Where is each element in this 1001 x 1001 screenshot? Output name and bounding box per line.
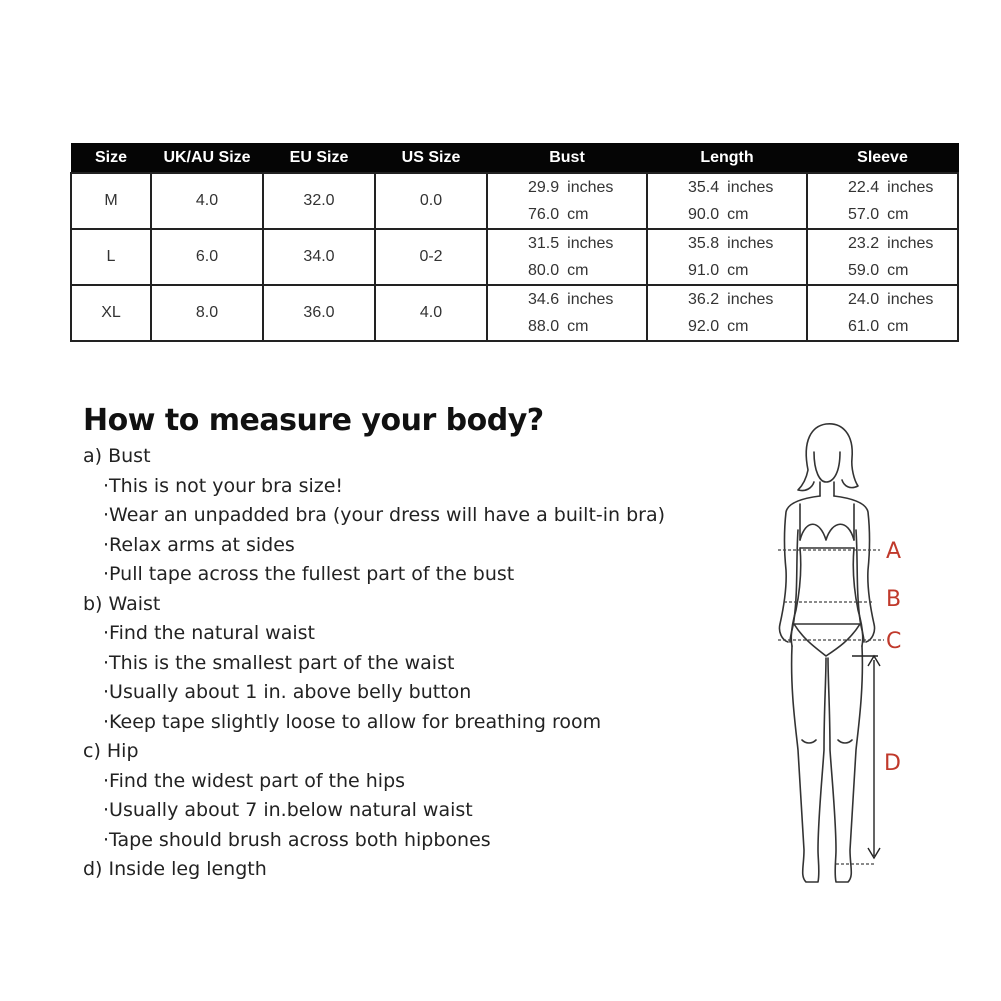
cell-uk-size: 6.0 — [151, 229, 263, 285]
unit-inches: inches — [727, 179, 774, 196]
section-hip-label: c) Hip — [83, 740, 139, 762]
length-inches-value: 35.8 — [688, 235, 720, 252]
cell-sleeve — [807, 173, 958, 229]
unit-cm: cm — [567, 206, 589, 223]
cell-eu-size: 34.0 — [263, 229, 375, 285]
unit-cm: cm — [887, 206, 909, 223]
sleeve-cm-value: 59.0 — [848, 262, 880, 279]
sleeve-inches-value: 24.0 — [848, 291, 880, 308]
list-item: ·Relax arms at sides — [103, 533, 295, 556]
cell-length — [647, 285, 807, 341]
body-measurement-figure — [760, 410, 920, 900]
cell-eu-size: 36.0 — [263, 285, 375, 341]
table-row — [71, 229, 958, 285]
list-item: ·Tape should brush across both hipbones — [103, 828, 491, 851]
body-outline-illustration — [760, 410, 920, 900]
sleeve-cm-value: 61.0 — [848, 318, 880, 335]
unit-inches: inches — [567, 179, 614, 196]
header-uk-au-size: UK/AU Size — [151, 144, 263, 174]
header-sleeve: Sleeve — [807, 144, 958, 174]
unit-inches: inches — [567, 235, 614, 252]
header-bust: Bust — [487, 144, 647, 174]
unit-inches: inches — [727, 291, 774, 308]
length-cm-value: 91.0 — [688, 262, 720, 279]
cell-length — [647, 229, 807, 285]
cell-uk-size: 4.0 — [151, 173, 263, 229]
bust-inches-value: 29.9 — [528, 179, 560, 196]
section-waist-label: b) Waist — [83, 592, 161, 615]
unit-cm: cm — [567, 262, 589, 279]
list-item: ·This is the smallest part of the waist — [103, 651, 455, 674]
cell-sleeve — [807, 229, 958, 285]
cell-bust — [487, 229, 647, 285]
cell-size: M — [71, 173, 151, 229]
length-cm-value: 92.0 — [688, 318, 720, 335]
bust-cm-value: 80.0 — [528, 262, 560, 279]
length-inches-value: 35.4 — [688, 179, 720, 196]
sleeve-inches-value: 23.2 — [848, 235, 880, 252]
measurement-guide — [83, 400, 763, 885]
guide-title: How to measure your body? — [83, 403, 544, 438]
header-size: Size — [71, 144, 151, 174]
cell-us-size: 0-2 — [375, 229, 487, 285]
bust-inches-value: 34.6 — [528, 291, 560, 308]
marker-c-label: C — [886, 629, 902, 654]
size-chart-table — [70, 143, 959, 342]
length-inches-value: 36.2 — [688, 291, 720, 308]
marker-a-label: A — [886, 539, 902, 564]
bust-inches-value: 31.5 — [528, 235, 560, 252]
list-item: ·Find the natural waist — [103, 622, 315, 644]
list-item: ·Pull tape across the fullest part of the bust — [103, 563, 515, 585]
cell-bust — [487, 285, 647, 341]
unit-inches: inches — [887, 291, 934, 308]
list-item: ·Usually about 7 in.below natural waist — [103, 799, 473, 821]
unit-inches: inches — [727, 235, 774, 252]
table-row — [71, 285, 958, 341]
sleeve-inches-value: 22.4 — [848, 179, 880, 196]
header-us-size: US Size — [375, 144, 487, 174]
section-bust-label: a) Bust — [83, 445, 151, 467]
cell-size: L — [71, 229, 151, 285]
list-item: ·Find the widest part of the hips — [103, 769, 406, 792]
unit-cm: cm — [887, 318, 909, 335]
length-cm-value: 90.0 — [688, 206, 720, 223]
unit-cm: cm — [727, 318, 749, 335]
sleeve-cm-value: 57.0 — [848, 206, 880, 223]
unit-inches: inches — [887, 235, 934, 252]
bust-cm-value: 88.0 — [528, 318, 560, 335]
list-item: ·Keep tape slightly loose to allow for breathing room — [103, 710, 602, 733]
cell-us-size: 0.0 — [375, 173, 487, 229]
list-item: ·This is not your bra size! — [103, 474, 344, 497]
cell-eu-size: 32.0 — [263, 173, 375, 229]
marker-b-label: B — [886, 587, 902, 612]
unit-cm: cm — [727, 262, 749, 279]
unit-inches: inches — [887, 179, 934, 196]
cell-sleeve — [807, 285, 958, 341]
cell-length — [647, 173, 807, 229]
unit-inches: inches — [567, 291, 614, 308]
header-eu-size: EU Size — [263, 144, 375, 174]
section-inside-leg-label: d) Inside leg length — [83, 858, 267, 880]
cell-bust — [487, 173, 647, 229]
marker-d-label: D — [884, 751, 901, 776]
table-header-row — [71, 144, 958, 174]
unit-cm: cm — [567, 318, 589, 335]
unit-cm: cm — [727, 206, 749, 223]
list-item: ·Usually about 1 in. above belly button — [103, 681, 472, 703]
bust-cm-value: 76.0 — [528, 206, 560, 223]
unit-cm: cm — [887, 262, 909, 279]
cell-uk-size: 8.0 — [151, 285, 263, 341]
cell-size: XL — [71, 285, 151, 341]
table-row — [71, 173, 958, 229]
cell-us-size: 4.0 — [375, 285, 487, 341]
header-length: Length — [647, 144, 807, 174]
list-item: ·Wear an unpadded bra (your dress will have a built-in bra) — [103, 504, 666, 526]
